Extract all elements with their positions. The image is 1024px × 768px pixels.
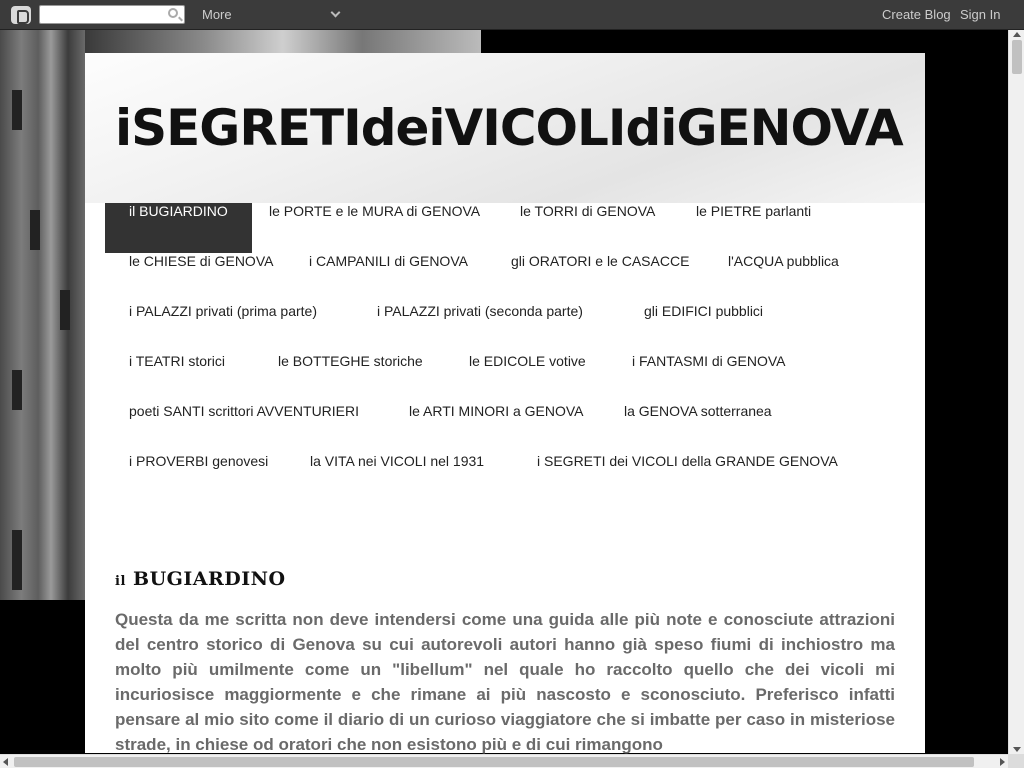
tab-palazzi-prima[interactable]: i PALAZZI privati (prima parte) (129, 303, 318, 319)
scroll-right-icon[interactable] (1000, 758, 1005, 766)
blog-title[interactable]: iSEGRETIdeiVICOLIdiGENOVA (115, 99, 903, 157)
tab-palazzi-seconda[interactable]: i PALAZZI privati (seconda parte) (377, 303, 583, 319)
horizontal-scroll-thumb[interactable] (14, 757, 974, 767)
tab-segreti-grande-genova[interactable]: i SEGRETI dei VICOLI della GRANDE GENOVA (537, 453, 838, 469)
scroll-down-icon[interactable] (1013, 747, 1021, 752)
scroll-left-icon[interactable] (3, 758, 8, 766)
tab-poeti-santi[interactable]: poeti SANTI scrittori AVVENTURIERI (129, 403, 360, 419)
tab-genova-sotterranea[interactable]: la GENOVA sotterranea (624, 403, 772, 419)
background-photo-top (85, 30, 481, 53)
vertical-scroll-thumb[interactable] (1012, 40, 1022, 74)
scroll-up-icon[interactable] (1013, 32, 1021, 37)
tab-campanili[interactable]: i CAMPANILI di GENOVA (309, 253, 468, 269)
tab-pietre-parlanti[interactable]: le PIETRE parlanti (696, 203, 812, 219)
tab-fantasmi[interactable]: i FANTASMI di GENOVA (632, 353, 786, 369)
content-panel (85, 53, 925, 753)
post-title-prefix: il (115, 574, 126, 589)
background-photo (0, 30, 85, 600)
create-blog-link[interactable]: Create Blog (882, 7, 951, 22)
post-body: Questa da me scritta non deve intendersi come una guida alle più note e conosciute attrazioni del centro storico di Genova su cui autorevoli autori hanno già speso fiumi di inchiostro ma molto più umilmente come un "libellum" nel quale ho raccolto quello che dei vicoli mi incuriosisce maggiormente e che rimane ai più nascosto e sconosciuto. Preferisco infatti pensare al mio sito come il diario di un curioso viaggiatore che si imbatte per caso in misteriose strade, in chiese od oratori che non esistono più e di cui rimangono (115, 610, 895, 754)
tab-botteghe[interactable]: le BOTTEGHE storiche (278, 353, 423, 369)
tab-oratori-casacce[interactable]: gli ORATORI e le CASACCE (511, 253, 690, 269)
more-menu[interactable]: More (202, 7, 232, 22)
vertical-scrollbar[interactable] (1008, 30, 1024, 754)
tab-porte-mura[interactable]: le PORTE e le MURA di GENOVA (269, 203, 481, 219)
search-icon[interactable] (168, 8, 178, 18)
tab-arti-minori[interactable]: le ARTI MINORI a GENOVA (409, 403, 584, 419)
blog-header (85, 53, 925, 203)
tab-teatri[interactable]: i TEATRI storici (129, 353, 225, 369)
tab-il-bugiardino[interactable]: il BUGIARDINO (105, 203, 252, 253)
tab-torri[interactable]: le TORRI di GENOVA (520, 203, 656, 219)
blogger-navbar (0, 0, 1024, 30)
tab-acqua-pubblica[interactable]: l'ACQUA pubblica (728, 253, 839, 269)
tab-edicole[interactable]: le EDICOLE votive (469, 353, 586, 369)
blogger-logo-icon[interactable] (11, 6, 31, 24)
post-title-main: BUGIARDINO (133, 568, 286, 590)
tab-proverbi[interactable]: i PROVERBI genovesi (129, 453, 269, 469)
post-title (115, 568, 286, 590)
search-input[interactable] (39, 5, 185, 24)
chevron-down-icon[interactable] (331, 8, 341, 18)
tab-vita-vicoli-1931[interactable]: la VITA nei VICOLI nel 1931 (310, 453, 485, 469)
tab-edifici-pubblici[interactable]: gli EDIFICI pubblici (644, 303, 764, 319)
sign-in-link[interactable]: Sign In (960, 7, 1001, 22)
tab-chiese[interactable]: le CHIESE di GENOVA (129, 253, 274, 269)
scrollbar-corner (1008, 754, 1024, 768)
horizontal-scrollbar[interactable] (0, 754, 1008, 768)
